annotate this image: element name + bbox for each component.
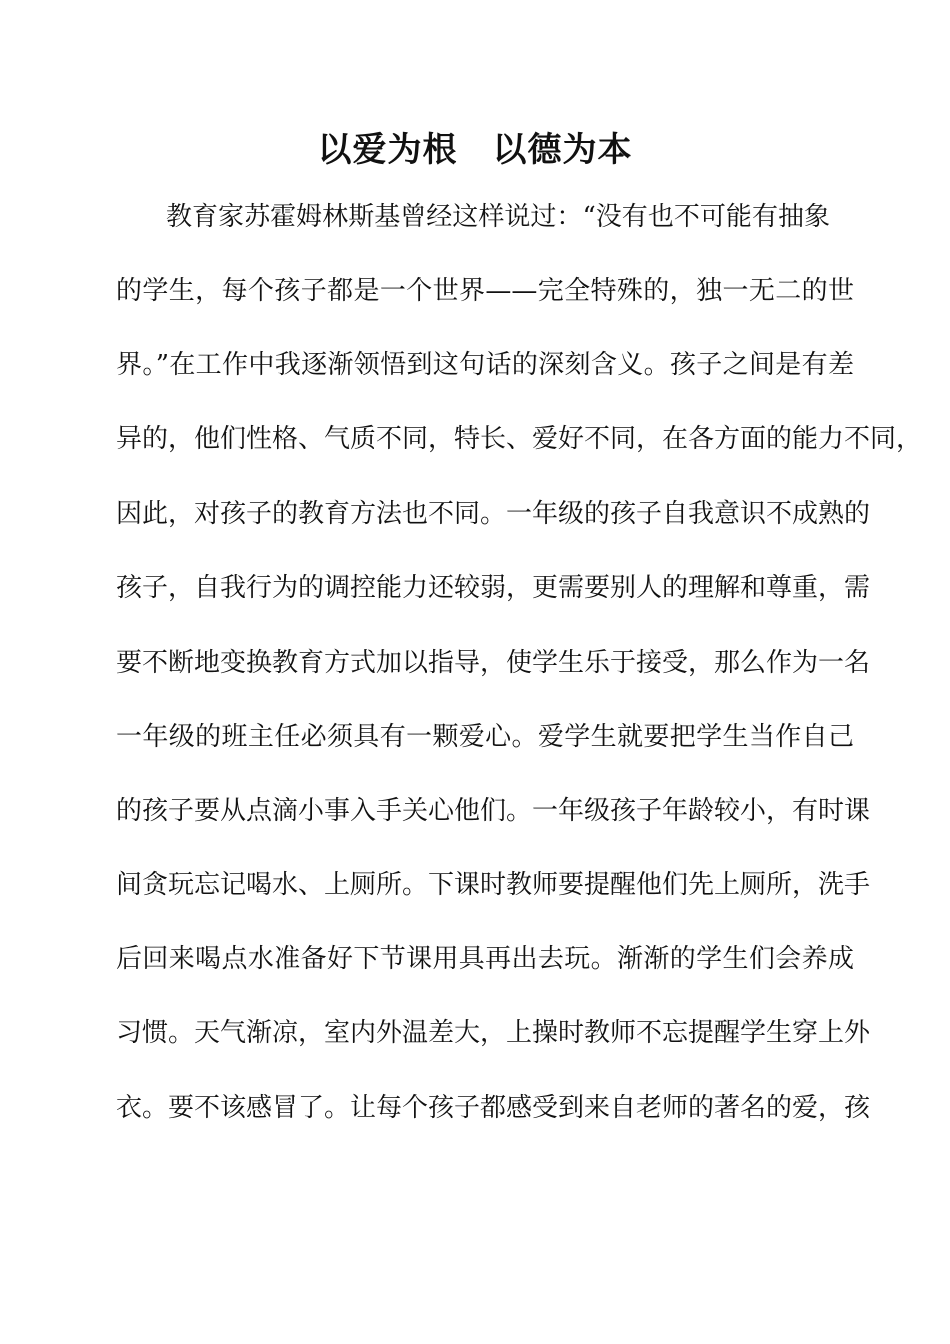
paragraph-line: 异的，他们性格、气质不同，特长、爱好不同，在各方面的能力不同， [116,424,923,454]
paragraph-line: 教育家苏霍姆林斯基曾经这样说过：“没有也不可能有抽象 [166,202,830,232]
paragraph-line: 衣。要不该感冒了。让每个孩子都感受到来自老师的著名的爱，孩 [116,1093,871,1123]
paragraph-line: 要不断地变换教育方式加以指导，使学生乐于接受，那么作为一名 [116,648,871,678]
paragraph-line: 的孩子要从点滴小事入手关心他们。一年级孩子年龄较小，有时课 [116,796,871,826]
paragraph-line: 间贪玩忘记喝水、上厕所。下课时教师要提醒他们先上厕所，洗手 [116,870,871,900]
paragraph-line: 一年级的班主任必须具有一颗爱心。爱学生就要把学生当作自己 [116,722,854,752]
document-title: 以爱为根 以德为本 [317,130,633,170]
paragraph-line: 的学生，每个孩子都是一个世界——完全特殊的，独一无二的世 [116,276,854,306]
paragraph-line: 后回来喝点水准备好下节课用具再出去玩。渐渐的学生们会养成 [116,944,854,974]
paragraph-line: 孩子，自我行为的调控能力还较弱，更需要别人的理解和尊重，需 [116,573,871,603]
paragraph-line: 界。”在工作中我逐渐领悟到这句话的深刻含义。孩子之间是有差 [116,350,854,380]
paragraph-line: 因此，对孩子的教育方法也不同。一年级的孩子自我意识不成熟的 [116,499,871,529]
paragraph-line: 习惯。天气渐凉，室内外温差大，上操时教师不忘提醒学生穿上外 [116,1018,871,1048]
